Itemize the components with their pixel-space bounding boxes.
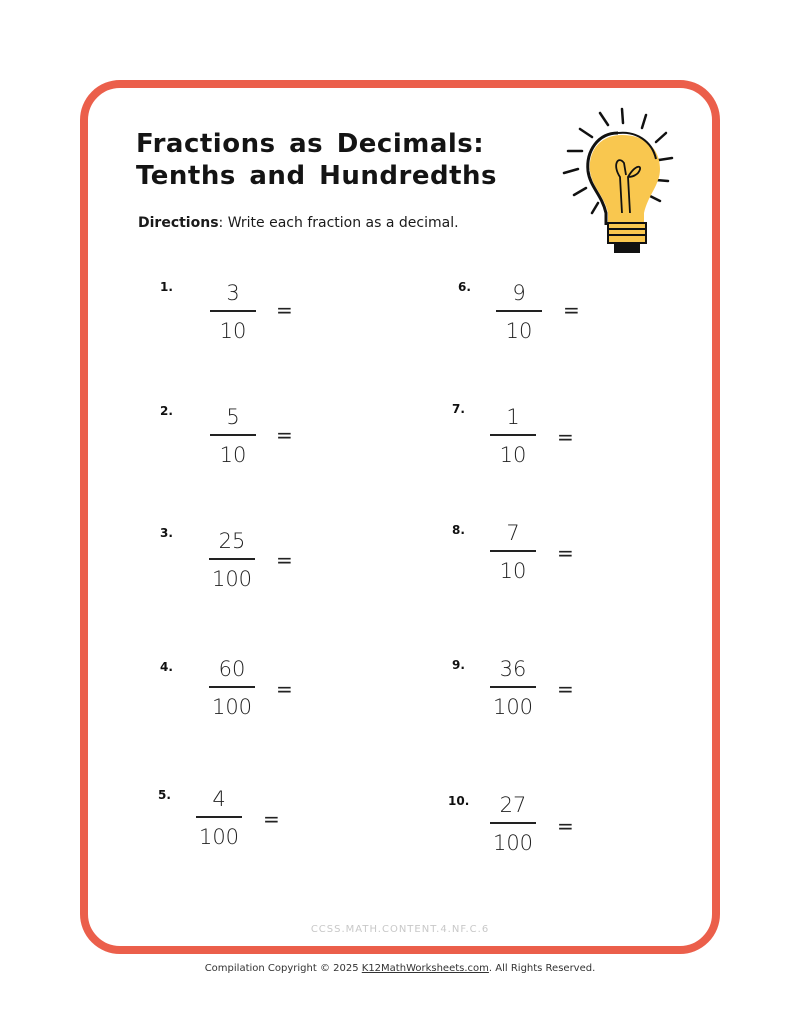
problem-number: 6.	[458, 280, 471, 294]
equals-sign: =	[276, 677, 293, 701]
lightbulb-icon	[548, 103, 688, 258]
problem-number: 9.	[452, 658, 465, 672]
fraction	[210, 404, 256, 468]
problem-number: 8.	[452, 523, 465, 537]
problem-number: 7.	[452, 402, 465, 416]
denominator: 100	[211, 695, 253, 719]
numerator: 60	[218, 657, 246, 681]
denominator: 10	[219, 319, 247, 343]
denominator: 100	[492, 695, 534, 719]
fraction-bar	[210, 434, 256, 436]
problem-number: 10.	[448, 794, 470, 808]
denominator: 100	[492, 831, 534, 855]
denominator: 100	[198, 825, 240, 849]
equals-sign: =	[557, 677, 574, 701]
fraction	[496, 280, 542, 344]
denominator: 100	[211, 567, 253, 591]
equals-sign: =	[263, 807, 280, 831]
fraction-bar	[496, 310, 542, 312]
denominator: 10	[505, 319, 533, 343]
fraction	[490, 656, 536, 720]
directions-text: : Write each fraction as a decimal.	[218, 215, 459, 231]
problem-number: 2.	[160, 404, 173, 418]
fraction-bar	[209, 558, 255, 560]
fraction-bar	[490, 686, 536, 688]
denominator: 10	[219, 443, 247, 467]
standard-code: CCSS.MATH.CONTENT.4.NF.C.6	[310, 924, 490, 935]
fraction-bar	[196, 816, 242, 818]
denominator: 10	[499, 559, 527, 583]
equals-sign: =	[563, 298, 580, 322]
fraction	[209, 528, 255, 592]
denominator: 10	[499, 443, 527, 467]
numerator: 36	[499, 657, 527, 681]
numerator: 3	[226, 281, 240, 305]
fraction	[196, 786, 242, 850]
numerator: 9	[512, 281, 526, 305]
fraction	[490, 792, 536, 856]
fraction	[210, 280, 256, 344]
fraction	[490, 404, 536, 468]
copyright-prefix: Compilation Copyright © 2025	[204, 963, 362, 974]
fraction-bar	[490, 550, 536, 552]
directions	[138, 215, 459, 231]
fraction-bar	[209, 686, 255, 688]
title-line-2: Tenths and Hundredths	[136, 161, 497, 191]
numerator: 27	[499, 793, 527, 817]
numerator: 4	[212, 787, 226, 811]
worksheet-title	[136, 128, 497, 192]
numerator: 5	[226, 405, 240, 429]
directions-label: Directions	[138, 215, 219, 231]
fraction	[209, 656, 255, 720]
equals-sign: =	[276, 548, 293, 572]
title-line-1: Fractions as Decimals:	[136, 129, 485, 159]
fraction-bar	[490, 434, 536, 436]
problem-number: 3.	[160, 526, 173, 540]
copyright-suffix: . All Rights Reserved.	[488, 963, 596, 974]
website-link[interactable]: K12MathWorksheets.com	[361, 963, 489, 974]
problem-number: 5.	[158, 788, 171, 802]
equals-sign: =	[276, 423, 293, 447]
problem-number: 1.	[160, 280, 173, 294]
fraction-bar	[490, 822, 536, 824]
equals-sign: =	[557, 425, 574, 449]
equals-sign: =	[557, 541, 574, 565]
numerator: 25	[218, 529, 246, 553]
equals-sign: =	[557, 814, 574, 838]
problem-number: 4.	[160, 660, 173, 674]
fraction-bar	[210, 310, 256, 312]
numerator: 7	[506, 521, 520, 545]
copyright-footer	[0, 963, 800, 974]
equals-sign: =	[276, 298, 293, 322]
numerator: 1	[506, 405, 520, 429]
fraction	[490, 520, 536, 584]
